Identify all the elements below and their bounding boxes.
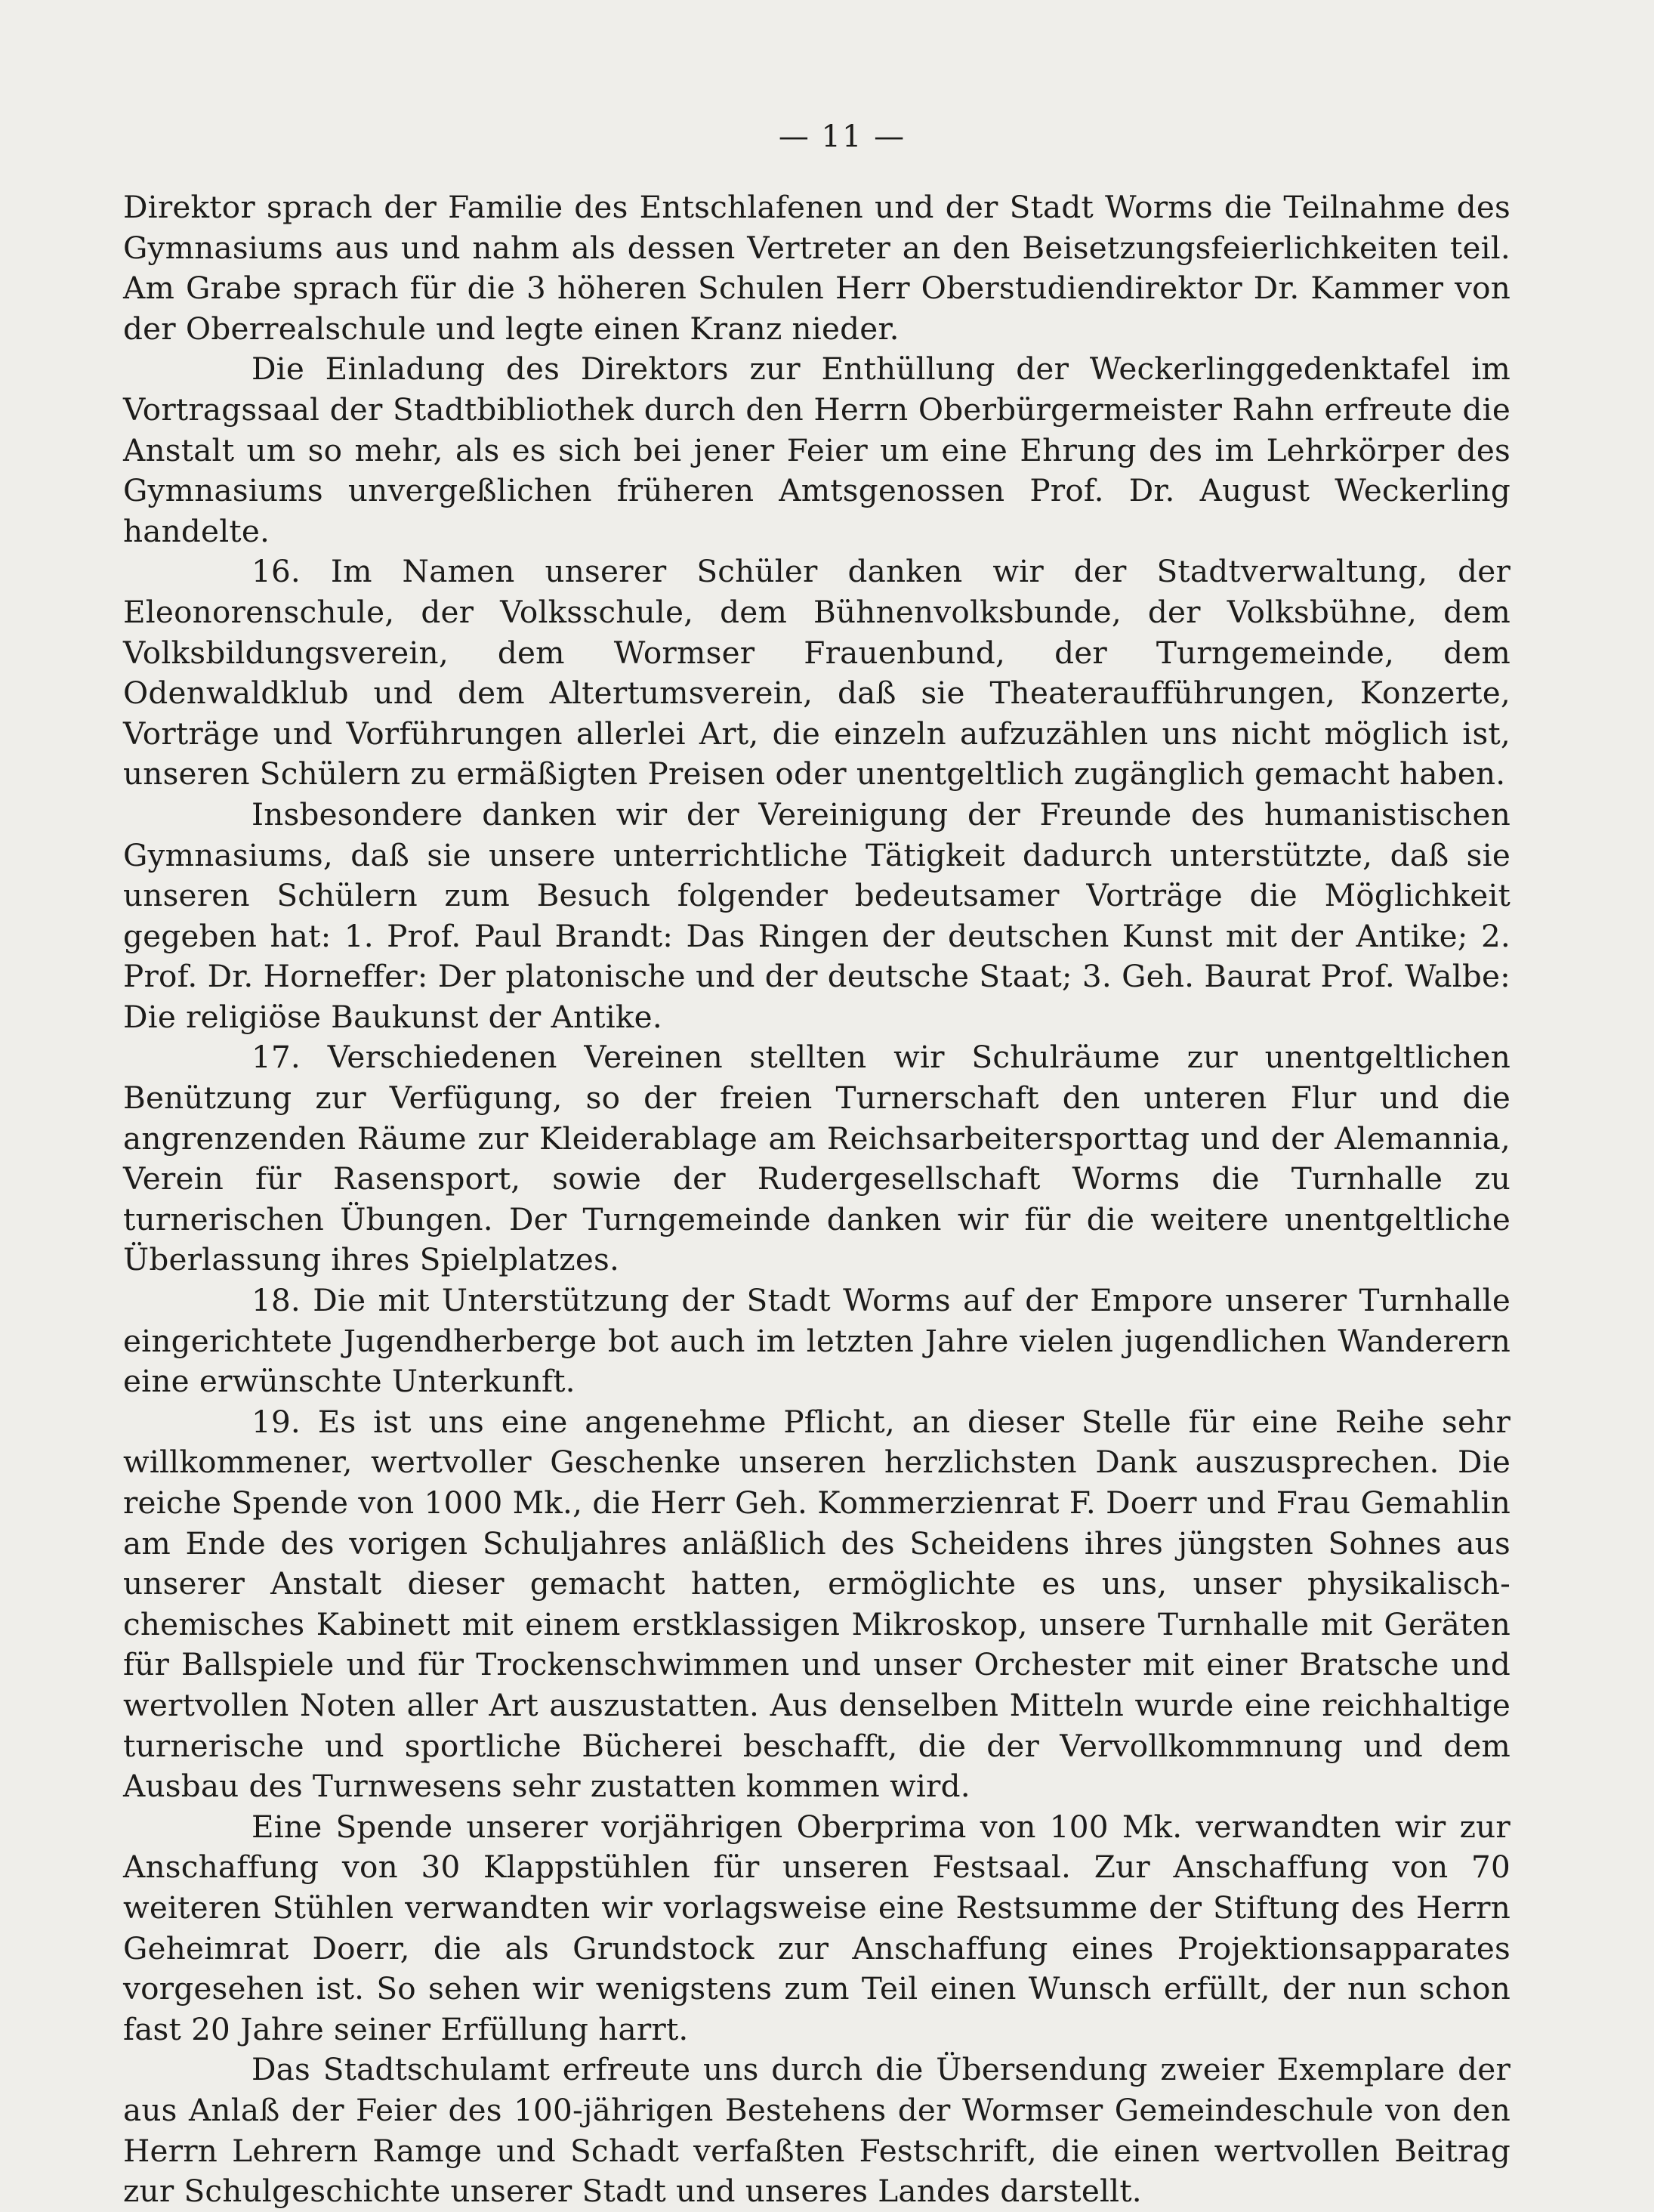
paragraph-17-associations: 17. Verschiedenen Vereinen stellten wir Schulräume zur unentgeltlichen Benützung zur Verfügung, so der freien Turnerschaft den unteren Flur und die angrenzenden Räume zur Kleiderablage am Reichsarbeitersporttag und der Alemannia, Verein für Rasensport, sowie der Rudergesellschaft Worms die Turnhalle zu turnerischen Übungen. Der Turngemeinde danken wir für die weitere unentgeltliche Überlassung ihres Spielplatzes.: [123, 1039, 1511, 1278]
document-body: [123, 187, 1511, 2212]
page-number: — 11 —: [778, 119, 906, 154]
paragraph-19-festschrift: Das Stadtschulamt erfreute uns durch die Übersendung zweier Exemplare der aus Anlaß der Feier des 100-jährigen Bestehens der Wormser Gemeindeschule von den Herrn Lehrern Ramge und Schadt verfaßten Festschrift, die einen wertvollen Beitrag zur Schulgeschichte unserer Stadt und unseres Landes darstellt.: [123, 2051, 1511, 2210]
paragraph-continuation-funeral: Direktor sprach der Familie des Entschlafenen und der Stadt Worms die Teilnahme des Gymnasiums aus und nahm als dessen Vertreter an den Beisetzungsfeierlichkeiten teil. Am Grabe sprach für die 3 höheren Schulen Herr Oberstudiendirektor Dr. Kammer von der Oberrealschule und legte einen Kranz nieder.: [123, 189, 1511, 347]
paragraph-weckerling-memorial: Die Einladung des Direktors zur Enthüllung der Weckerlinggedenktafel im Vortragssaal der Stadtbibliothek durch den Herrn Oberbürgermeister Rahn erfreute die Anstalt um so mehr, als es sich bei jener Feier um eine Ehrung des im Lehrkörper des Gymnasiums unvergeßlichen früheren Amtsgenossen Prof. Dr. August Weckerling handelte.: [123, 351, 1511, 549]
paragraph-18-youth-hostel: 18. Die mit Unterstützung der Stadt Worms auf der Empore unserer Turnhalle eingerichtete Jugendherberge bot auch im letzten Jahre vielen jugendlichen Wanderern eine erwünschte Unterkunft.: [123, 1282, 1511, 1400]
paragraph-19-gifts: 19. Es ist uns eine angenehme Pflicht, an dieser Stelle für eine Reihe sehr willkommener, wertvoller Geschenke unseren herzlichsten Dank auszusprechen. Die reiche Spende von 1000 Mk., die Herr Geh. Kommerzienrat F. Doerr und Frau Gemahlin am Ende des vorigen Schuljahres anläßlich des Scheidens ihres jüngsten Sohnes aus unserer Anstalt dieser gemacht hatten, ermöglichte es uns, unser physikalisch-chemisches Kabinett mit einem erstklassigen Mikroskop, unsere Turnhalle mit Geräten für Ballspiele und für Trockenschwimmen und unser Orchester mit einer Bratsche und wertvollen Noten aller Art auszustatten. Aus denselben Mitteln wurde eine reichhaltige turnerische und sportliche Bücherei beschafft, die der Vervollkommnung und dem Ausbau des Turnwesens sehr zustatten kommen wird.: [123, 1403, 1511, 1805]
paragraph-19-donation-chairs: Eine Spende unserer vorjährigen Oberprima von 100 Mk. verwandten wir zur Anschaffung von 30 Klappstühlen für unseren Festsaal. Zur Anschaffung von 70 weiteren Stühlen verwandten wir vorlagsweise eine Restsumme der Stiftung des Herrn Geheimrat Doerr, die als Grundstock zur Anschaffung eines Projektionsapparates vorgesehen ist. So sehen wir wenigstens zum Teil einen Wunsch erfüllt, der nun schon fast 20 Jahre seiner Erfüllung harrt.: [123, 1808, 1511, 2047]
paragraph-16-humanist-society: Insbesondere danken wir der Vereinigung der Freunde des humanistischen Gymnasiums, daß sie unsere unterrichtliche Tätigkeit dadurch unterstützte, daß sie unseren Schülern zum Besuch folgender bedeutsamer Vorträge die Möglichkeit gegeben hat: 1. Prof. Paul Brandt: Das Ringen der deutschen Kunst mit der Antike; 2. Prof. Dr. Horneffer: Der platonische und der deutsche Staat; 3. Geh. Baurat Prof. Walbe: Die religiöse Baukunst der Antike.: [123, 796, 1511, 1035]
paragraph-16-thanks-city: 16. Im Namen unserer Schüler danken wir der Stadtverwaltung, der Eleonorenschule, der Volksschule, dem Bühnenvolksbunde, der Volksbühne, dem Volksbildungsverein, dem Wormser Frauenbund, der Turngemeinde, dem Odenwaldklub und dem Altertumsverein, daß sie Theateraufführungen, Konzerte, Vorträge und Vorführungen allerlei Art, die einzeln aufzuzählen uns nicht möglich ist, unseren Schülern zu ermäßigten Preisen oder unentgeltlich zugänglich gemacht haben.: [123, 553, 1511, 792]
